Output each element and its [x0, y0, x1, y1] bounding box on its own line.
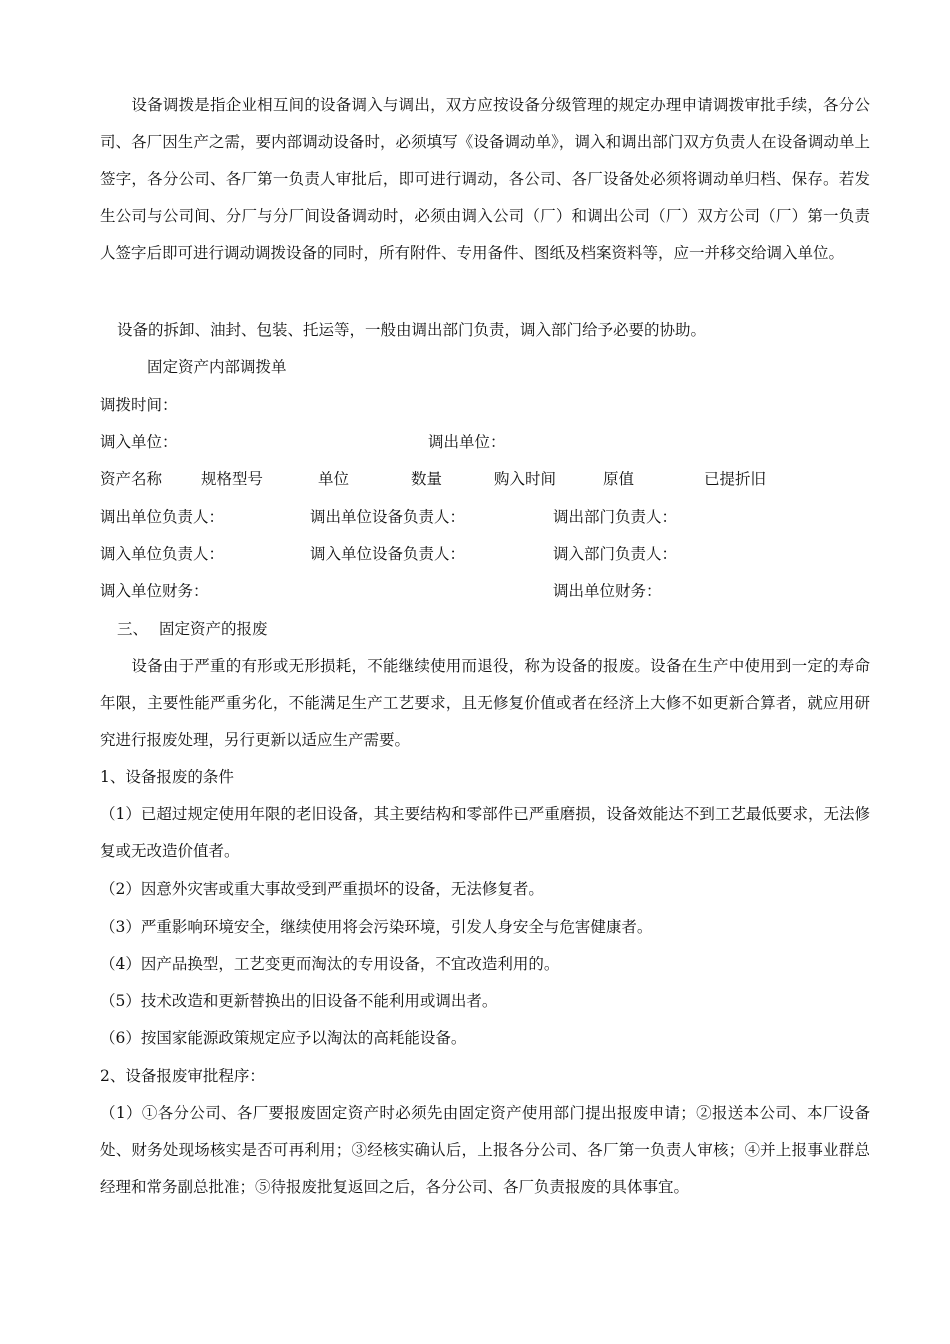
- condition-item-6: （6）按国家能源政策规定应予以淘汰的高耗能设备。: [100, 1029, 467, 1047]
- form-transfer-time: 调拨时间：: [100, 396, 178, 414]
- form-in-finance: 调入单位财务：: [100, 582, 209, 600]
- paragraph-transfer-definition: 设备调拨是指企业相互间的设备调入与调出，双方应按设备分级管理的规定办理申请调拨审批手续，各分公司、各厂因生产之需，要内部调动设备时，必须填写《设备调动单》，调入和调出部门双方负责人在设备调动单上签字，各分公司、各厂第一负责人审批后，即可进行调动，各公司、各厂设备处必须将调动单归档、保存。若发生公司与公司间、分厂与分厂间设备调动时，必须由调入公司（厂）和调出公司（厂）双方公司（厂）第一负责人签字后即可进行调动调拨设备的同时，所有附件、专用备件、图纸及档案资料等，应一并移交给调入单位。: [100, 96, 870, 262]
- form-in-unit: 调入单位：: [100, 433, 178, 451]
- form-in-equip-head: 调入单位设备负责人：: [310, 545, 466, 563]
- column-depreciation: 已提折旧: [704, 470, 767, 488]
- form-in-dept-head: 调入部门负责人：: [553, 545, 678, 563]
- section-number: 三、: [117, 620, 149, 638]
- column-quantity: 数量: [411, 470, 443, 488]
- form-in-unit-head: 调入单位负责人：: [100, 545, 225, 563]
- form-out-finance: 调出单位财务：: [553, 582, 662, 600]
- form-out-dept-head: 调出部门负责人：: [553, 508, 678, 526]
- form-out-unit-head: 调出单位负责人：: [100, 508, 225, 526]
- form-out-equip-head: 调出单位设备负责人：: [310, 508, 466, 526]
- condition-item-1: （1）已超过规定使用年限的老旧设备，其主要结构和零部件已严重磨损，设备效能达不到工艺最低要求，无法修复或无改造价值者。: [100, 805, 870, 860]
- procedure-item-1: （1）①各分公司、各厂要报废固定资产时必须先由固定资产使用部门提出报废申请；②报送本公司、本厂设备处、财务处现场核实是否可再利用；③经核实确认后，上报各分公司、各厂第一负责人审核；④并上报事业群总经理和常务副总批准；⑤待报废批复返回之后，各分公司、各厂负责报废的具体事宜。: [100, 1104, 870, 1196]
- column-asset-name: 资产名称: [100, 470, 163, 488]
- column-purchase-time: 购入时间: [494, 470, 557, 488]
- column-original-value: 原值: [603, 470, 635, 488]
- paragraph-dismantle: 设备的拆卸、油封、包装、托运等，一般由调出部门负责，调入部门给予必要的协助。: [117, 321, 707, 339]
- condition-item-4: （4）因产品换型，工艺变更而淘汰的专用设备，不宜改造利用的。: [100, 955, 560, 973]
- condition-item-3: （3）严重影响环境安全，继续使用将会污染环境，引发人身安全与危害健康者。: [100, 918, 653, 936]
- form-title: 固定资产内部调拨单: [147, 358, 287, 376]
- paragraph-scrap-definition: 设备由于严重的有形或无形损耗，不能继续使用而退役，称为设备的报废。设备在生产中使用到一定的寿命年限，主要性能严重劣化，不能满足生产工艺要求，且无修复价值或者在经济上大修不如更新合算者，就应用研究进行报废处理，另行更新以适应生产需要。: [100, 657, 870, 749]
- conditions-heading: 1、设备报废的条件: [100, 768, 234, 786]
- condition-item-5: （5）技术改造和更新替换出的旧设备不能利用或调出者。: [100, 992, 498, 1010]
- section-title: 固定资产的报废: [159, 620, 268, 638]
- column-unit: 单位: [318, 470, 350, 488]
- procedure-heading: 2、设备报废审批程序：: [100, 1067, 265, 1085]
- form-out-unit: 调出单位：: [428, 433, 506, 451]
- condition-item-2: （2）因意外灾害或重大事故受到严重损坏的设备，无法修复者。: [100, 880, 544, 898]
- column-spec-model: 规格型号: [201, 470, 264, 488]
